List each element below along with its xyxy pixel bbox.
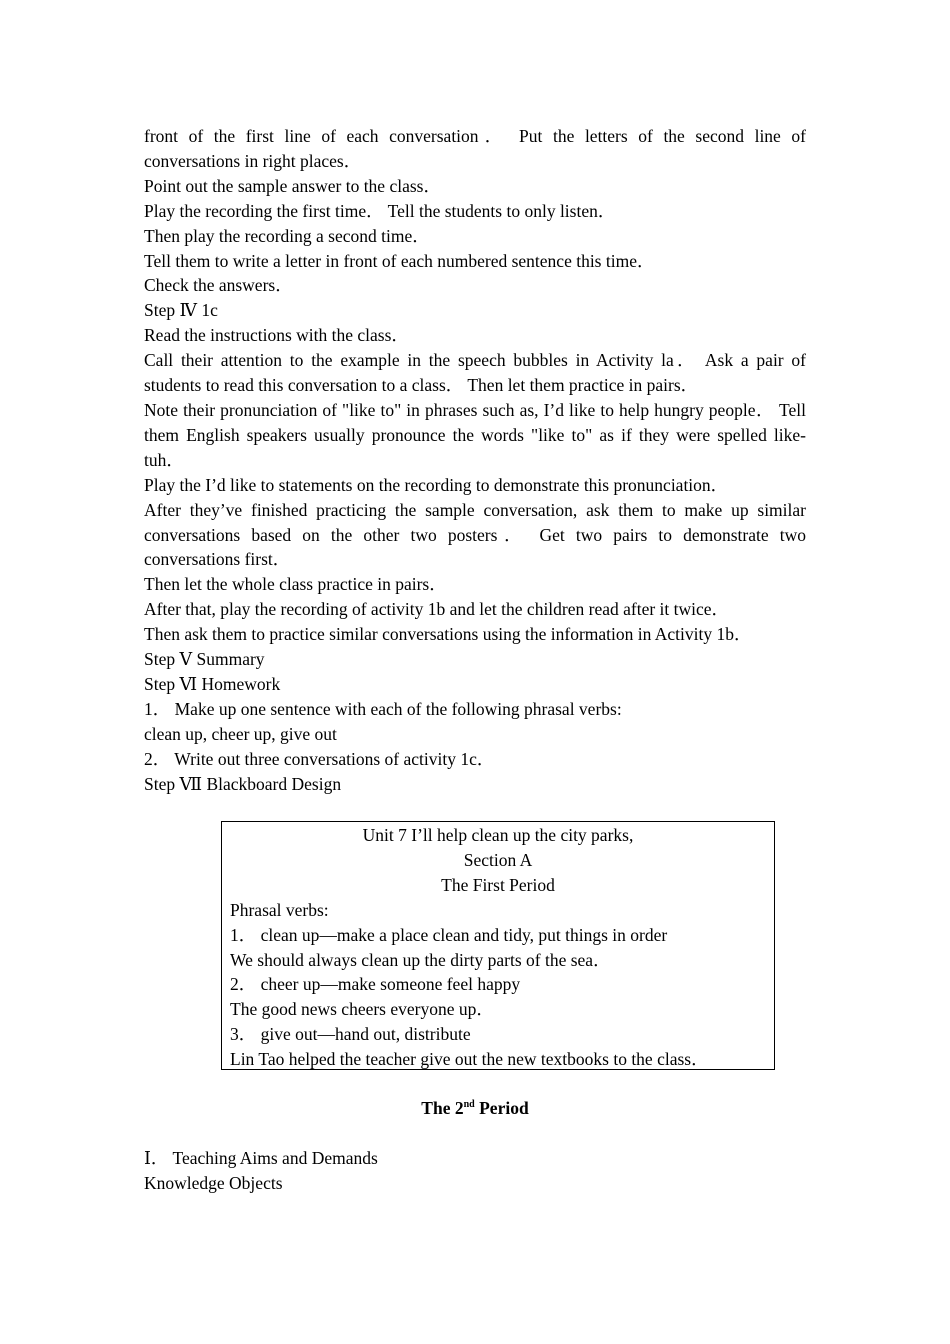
- text-line: front of the first line of each conversation． Put the letters of the second line of: [144, 126, 806, 146]
- paragraph: Note their pronunciation of "like to" in phrases such as, I’d like to help hungry people． Tell them English speakers usually pronounce the words "like to" as if they were spelled like-tuh．: [144, 399, 806, 470]
- text-line: Read the instructions with the class．: [144, 325, 409, 346]
- text-line: clean up, cheer up, give out: [144, 723, 337, 744]
- subsection-heading: Knowledge Objects: [144, 1172, 283, 1193]
- board-title: Unit 7 I’ll help clean up the city parks,: [362, 825, 634, 845]
- text-line: conversations in right places．: [144, 150, 362, 171]
- paragraph: Call their attention to the example in the speech bubbles in Activity la． Ask a pair of students to read this conversation to a class． Then let them practice in pairs．: [144, 350, 806, 396]
- text-line: Then play the recording a second time．: [144, 225, 430, 246]
- blackboard-design-box: [221, 821, 775, 1070]
- step-heading: Step Ⅵ Homework: [144, 673, 281, 694]
- step-heading: Step Ⅳ 1c: [144, 300, 218, 321]
- text-line: Point out the sample answer to the class．: [144, 175, 441, 196]
- board-line: Lin Tao helped the teacher give out the new textbooks to the class．: [230, 1049, 709, 1070]
- period-heading-prefix: The 2: [421, 1098, 464, 1118]
- text-line: Play the recording the first time． Tell the students to only listen．: [144, 200, 616, 221]
- paragraph: After they’ve finished practicing the sample conversation, ask them to make up similar conversations based on the other two posters． Get two pairs to demonstrate two conversations first．: [144, 499, 806, 570]
- period-heading-suffix: Period: [474, 1098, 529, 1118]
- text-line: Check the answers．: [144, 275, 293, 296]
- text-line: Play the I’d like to statements on the recording to demonstrate this pronunciation．: [144, 474, 729, 495]
- lesson-text: [144, 124, 806, 796]
- section-heading: Ⅰ． Teaching Aims and Demands: [144, 1148, 378, 1168]
- period-heading-superscript: nd: [463, 1099, 475, 1110]
- board-line: 2． cheer up—make someone feel happy: [230, 974, 521, 995]
- board-line: We should always clean up the dirty parts of the sea．: [230, 949, 611, 970]
- paragraph: Then ask them to practice similar conversations using the information in Activity 1b．: [144, 624, 752, 645]
- text-line: Then let the whole class practice in pairs．: [144, 574, 447, 595]
- step-heading: Step Ⅶ Blackboard Design: [144, 773, 342, 794]
- board-line: 1． clean up—make a place clean and tidy, put things in order: [230, 924, 668, 945]
- homework-item: 2． Write out three conversations of activity 1c．: [144, 748, 495, 769]
- board-line: 3． give out—hand out, distribute: [230, 1024, 471, 1045]
- text-line: Tell them to write a letter in front of each numbered sentence this time．: [144, 250, 655, 271]
- next-section: [144, 1146, 378, 1196]
- board-line: Phrasal verbs:: [230, 899, 329, 920]
- period-heading: [0, 1096, 950, 1121]
- board-line: The good news cheers everyone up．: [230, 999, 494, 1020]
- homework-item: 1． Make up one sentence with each of the following phrasal verbs:: [144, 698, 622, 719]
- board-period: The First Period: [441, 874, 555, 895]
- text-line: After that, play the recording of activity 1b and let the children read after it twice．: [144, 599, 730, 620]
- board-section: Section A: [463, 849, 533, 870]
- step-heading: Step Ⅴ Summary: [144, 649, 265, 670]
